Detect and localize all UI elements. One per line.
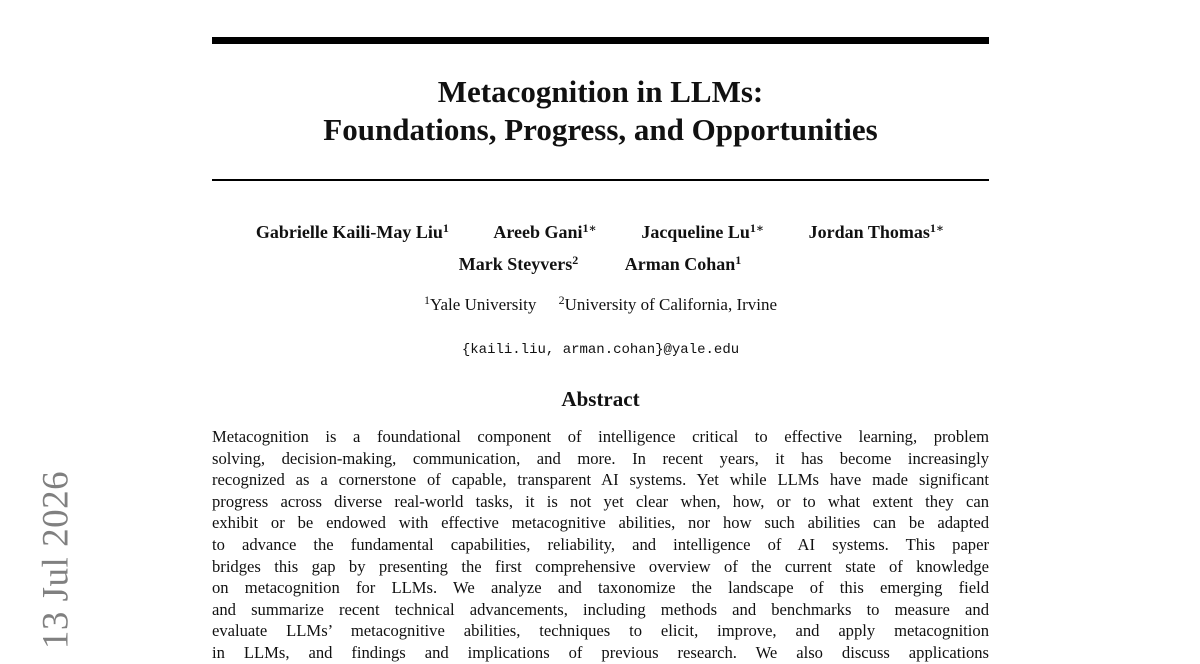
paper-title bbox=[212, 73, 989, 149]
affiliation-marker: 1 bbox=[442, 221, 449, 235]
abstract-line: solving, decision-making, communication, and more. In recent years, it has become increasingly bbox=[212, 448, 989, 468]
affiliation-marker: 1∗ bbox=[582, 221, 597, 235]
abstract-line: and summarize recent technical advancements, including methods and benchmarks to measure and bbox=[212, 599, 989, 619]
author-arman-cohan bbox=[625, 248, 742, 280]
affiliation-uci bbox=[559, 295, 777, 314]
author-jacqueline-lu bbox=[641, 216, 764, 248]
title-line-1: Metacognition in LLMs: bbox=[437, 74, 764, 109]
affiliation-name: Yale University bbox=[429, 295, 537, 314]
author-row-2 bbox=[200, 248, 1000, 280]
author-name: Jacqueline Lu bbox=[641, 222, 750, 242]
affiliations bbox=[212, 294, 989, 316]
title-line-2: Foundations, Progress, and Opportunities bbox=[323, 112, 878, 147]
abstract-line: in LLMs, and findings and implications of previous research. We also discuss applications bbox=[212, 642, 989, 662]
abstract-line: evaluate LLMs’ metacognitive abilities, techniques to elicit, improve, and apply metacognition bbox=[212, 621, 989, 641]
author-areeb-gani bbox=[493, 216, 596, 248]
abstract-heading: Abstract bbox=[561, 387, 640, 411]
affiliation-marker: 1∗ bbox=[749, 221, 765, 235]
abstract-body bbox=[212, 426, 989, 662]
affiliation-marker: 1 bbox=[735, 253, 742, 267]
title-bottom-rule bbox=[212, 179, 989, 181]
abstract-line: exhibit or be endowed with effective metacognitive abilities, nor how such abilities can be adapted bbox=[212, 513, 989, 533]
abstract-line: bridges this gap by presenting the first comprehensive overview of the current state of knowledge bbox=[212, 556, 989, 576]
affiliation-name: University of California, Irvine bbox=[564, 295, 778, 314]
abstract-line: progress across diverse real-world tasks, it is not yet clear when, how, or to what extent they can bbox=[212, 491, 989, 511]
affiliation-marker: 2 bbox=[572, 253, 579, 267]
author-name: Gabrielle Kaili-May Liu bbox=[255, 222, 443, 242]
author-name: Arman Cohan bbox=[624, 254, 736, 274]
affiliation-marker: 1∗ bbox=[929, 221, 945, 235]
abstract-line: Metacognition is a foundational component of intelligence critical to effective learning, problem bbox=[212, 427, 989, 446]
author-name: Jordan Thomas bbox=[808, 222, 930, 242]
affiliation-yale bbox=[424, 295, 536, 314]
author-mark-steyvers bbox=[459, 248, 578, 280]
affiliation-marker: 1 bbox=[423, 293, 430, 307]
abstract-line: to advance the fundamental capabilities, reliability, and intelligence of AI systems. This paper bbox=[212, 534, 989, 554]
author-gabrielle-liu bbox=[256, 216, 449, 248]
author-name: Mark Steyvers bbox=[458, 254, 573, 274]
author-jordan-thomas bbox=[809, 216, 945, 248]
author-block bbox=[200, 216, 1000, 280]
abstract-line: on metacognition for LLMs. We analyze and taxonomize the landscape of this emerging field bbox=[212, 578, 989, 598]
author-row-1 bbox=[200, 216, 1000, 248]
contact-email: {kaili.liu, arman.cohan}@yale.edu bbox=[461, 342, 740, 358]
affiliation-marker: 2 bbox=[558, 293, 565, 307]
top-thick-rule bbox=[212, 37, 989, 44]
side-date-stamp: 13 Jul 2026 bbox=[35, 470, 77, 650]
abstract-line: recognized as a cornerstone of capable, transparent AI systems. Yet while LLMs have made significant bbox=[212, 470, 989, 490]
author-name: Areeb Gani bbox=[493, 222, 583, 242]
